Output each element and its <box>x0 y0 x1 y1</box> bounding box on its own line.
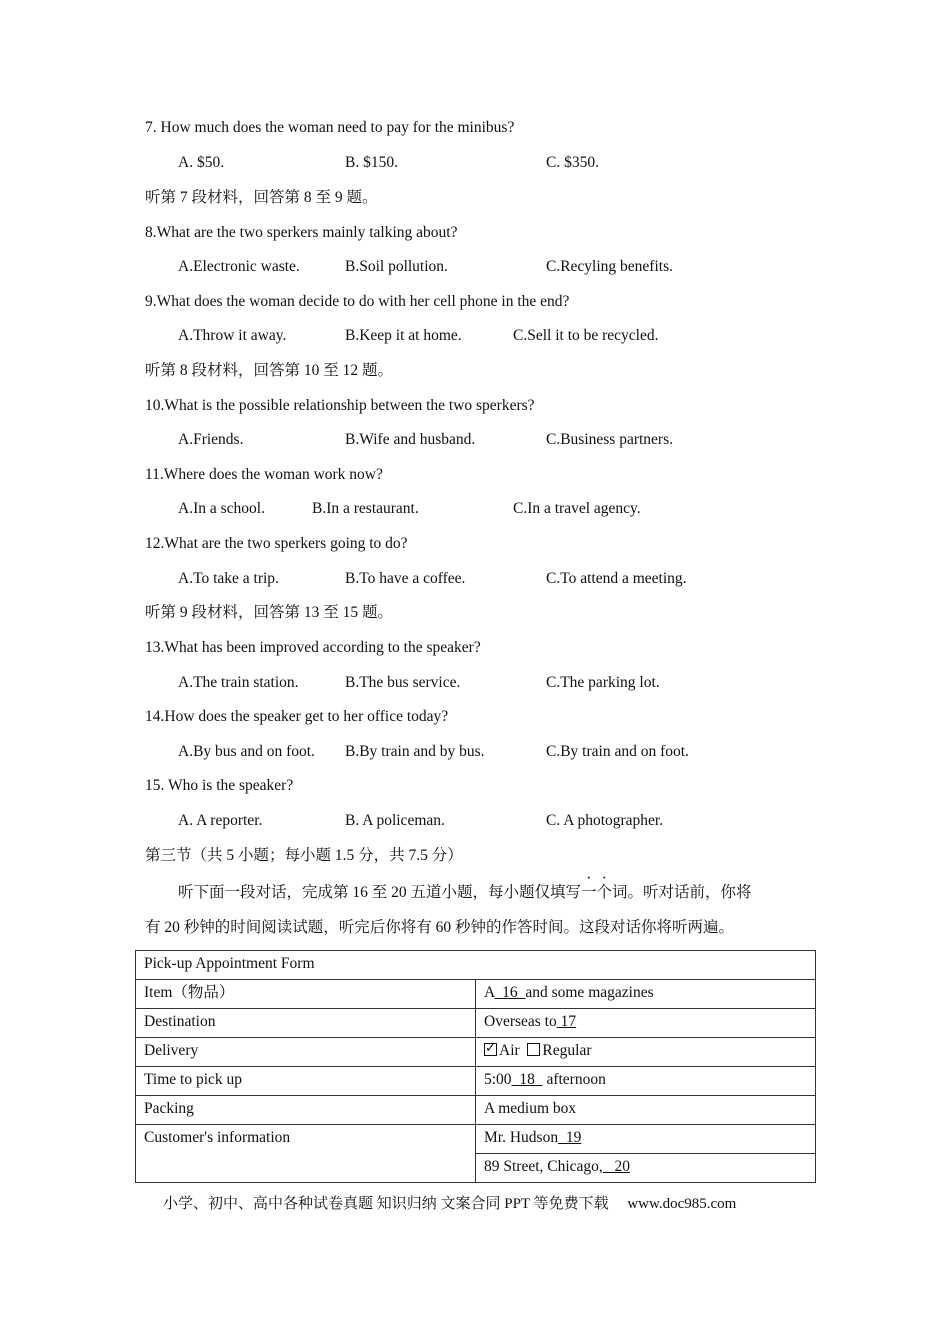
checkbox-empty-icon[interactable] <box>527 1043 540 1056</box>
form-title: Pick-up Appointment Form <box>136 951 816 980</box>
option-13c: C.The parking lot. <box>546 674 660 691</box>
blank-16[interactable]: 16 <box>494 984 526 1001</box>
part-3-instructions-line1 <box>178 883 752 903</box>
time-pre: 5:00 <box>484 1071 512 1088</box>
option-14c: C.By train and on foot. <box>546 743 689 760</box>
section-7-heading: 听第 7 段材料，回答第 8 至 9 题。 <box>145 189 378 206</box>
option-7b: B. $150. <box>345 154 398 171</box>
form-row-delivery <box>136 1038 816 1067</box>
part-3-instructions-line2: 有 20 秒钟的时间阅读试题，听完后你将有 60 秒钟的作答时间。这段对话你将听两遍。 <box>145 919 735 936</box>
destination-label: Destination <box>136 1009 476 1038</box>
destination-pre: Overseas to <box>484 1013 557 1030</box>
option-12b: B.To have a coffee. <box>345 570 466 587</box>
emphasis-char-1: 一 <box>581 884 597 901</box>
question-9: 9.What does the woman decide to do with her cell phone in the end? <box>145 293 570 310</box>
address-value <box>476 1154 816 1183</box>
option-7c: C. $350. <box>546 154 599 171</box>
question-15: 15. Who is the speaker? <box>145 777 294 794</box>
item-pre: A <box>484 984 495 1001</box>
question-10: 10.What is the possible relationship between the two sperkers? <box>145 397 535 414</box>
item-value <box>476 980 816 1009</box>
time-label: Time to pick up <box>136 1067 476 1096</box>
option-9c: C.Sell it to be recycled. <box>513 327 659 344</box>
option-14b: B.By train and by bus. <box>345 743 485 760</box>
option-9b: B.Keep it at home. <box>345 327 462 344</box>
item-label: Item（物品） <box>136 980 476 1009</box>
delivery-label: Delivery <box>136 1038 476 1067</box>
instructions-text-b: 词。听对话前，你将 <box>612 884 752 901</box>
question-13: 13.What has been improved according to the speaker? <box>145 639 481 656</box>
option-9a: A.Throw it away. <box>178 327 287 344</box>
option-13b: B.The bus service. <box>345 674 461 691</box>
delivery-regular: Regular <box>542 1042 592 1059</box>
footer <box>163 1192 736 1213</box>
form-row-time <box>136 1067 816 1096</box>
option-11a: A.In a school. <box>178 500 265 517</box>
option-13a: A.The train station. <box>178 674 299 691</box>
customer-pre: Mr. Hudson <box>484 1129 559 1146</box>
option-7a: A. $50. <box>178 154 225 171</box>
option-10a: A.Friends. <box>178 431 244 448</box>
instructions-text-a: 听下面一段对话，完成第 16 至 20 五道小题，每小题仅填写 <box>178 884 582 901</box>
blank-17[interactable]: 17 <box>556 1013 577 1030</box>
form-row-customer <box>136 1125 816 1154</box>
destination-value <box>476 1009 816 1038</box>
blank-19[interactable]: 19 <box>558 1129 582 1146</box>
time-value <box>476 1067 816 1096</box>
option-15c: C. A photographer. <box>546 812 664 829</box>
section-8-heading: 听第 8 段材料，回答第 10 至 12 题。 <box>145 362 394 379</box>
question-12: 12.What are the two sperkers going to do? <box>145 535 408 552</box>
delivery-air: Air <box>499 1042 520 1059</box>
form-row-packing <box>136 1096 816 1125</box>
item-post: and some magazines <box>525 984 654 1001</box>
delivery-value <box>476 1038 816 1067</box>
pickup-appointment-form <box>135 950 816 1183</box>
option-14a: A.By bus and on foot. <box>178 743 315 760</box>
section-9-heading: 听第 9 段材料，回答第 13 至 15 题。 <box>145 604 394 621</box>
option-8b: B.Soil pollution. <box>345 258 448 275</box>
option-15b: B. A policeman. <box>345 812 445 829</box>
blank-20[interactable]: 20 <box>602 1158 630 1175</box>
option-12a: A.To take a trip. <box>178 570 279 587</box>
checkbox-checked-icon[interactable] <box>484 1043 497 1056</box>
option-11b: B.In a restaurant. <box>312 500 419 517</box>
customer-name-value <box>476 1125 816 1154</box>
time-post: afternoon <box>542 1071 606 1088</box>
packing-label: Packing <box>136 1096 476 1125</box>
part-3-title: 第三节（共 5 小题；每小题 1.5 分，共 7.5 分） <box>145 847 463 864</box>
form-row-item <box>136 980 816 1009</box>
form-row-destination <box>136 1009 816 1038</box>
footer-text: 小学、初中、高中各种试卷真题 知识归纳 文案合同 PPT 等免费下载 <box>163 1196 609 1212</box>
option-12c: C.To attend a meeting. <box>546 570 687 587</box>
option-8c: C.Recyling benefits. <box>546 258 673 275</box>
option-8a: A.Electronic waste. <box>178 258 300 275</box>
customer-label: Customer's information <box>136 1125 476 1183</box>
address-pre: 89 Street, Chicago, <box>484 1158 603 1175</box>
option-10b: B.Wife and husband. <box>345 431 476 448</box>
question-8: 8.What are the two sperkers mainly talking about? <box>145 224 458 241</box>
footer-url[interactable]: www.doc985.com <box>627 1196 737 1212</box>
emphasis-char-2: 个 <box>596 884 613 901</box>
option-11c: C.In a travel agency. <box>513 500 641 517</box>
option-15a: A. A reporter. <box>178 812 263 829</box>
question-7: 7. How much does the woman need to pay for the minibus? <box>145 119 515 136</box>
packing-value: A medium box <box>476 1096 816 1125</box>
question-14: 14.How does the speaker get to her office today? <box>145 708 449 725</box>
option-10c: C.Business partners. <box>546 431 674 448</box>
form-title-row <box>136 951 816 980</box>
question-11: 11.Where does the woman work now? <box>145 466 383 483</box>
blank-18[interactable]: 18 <box>511 1071 543 1088</box>
